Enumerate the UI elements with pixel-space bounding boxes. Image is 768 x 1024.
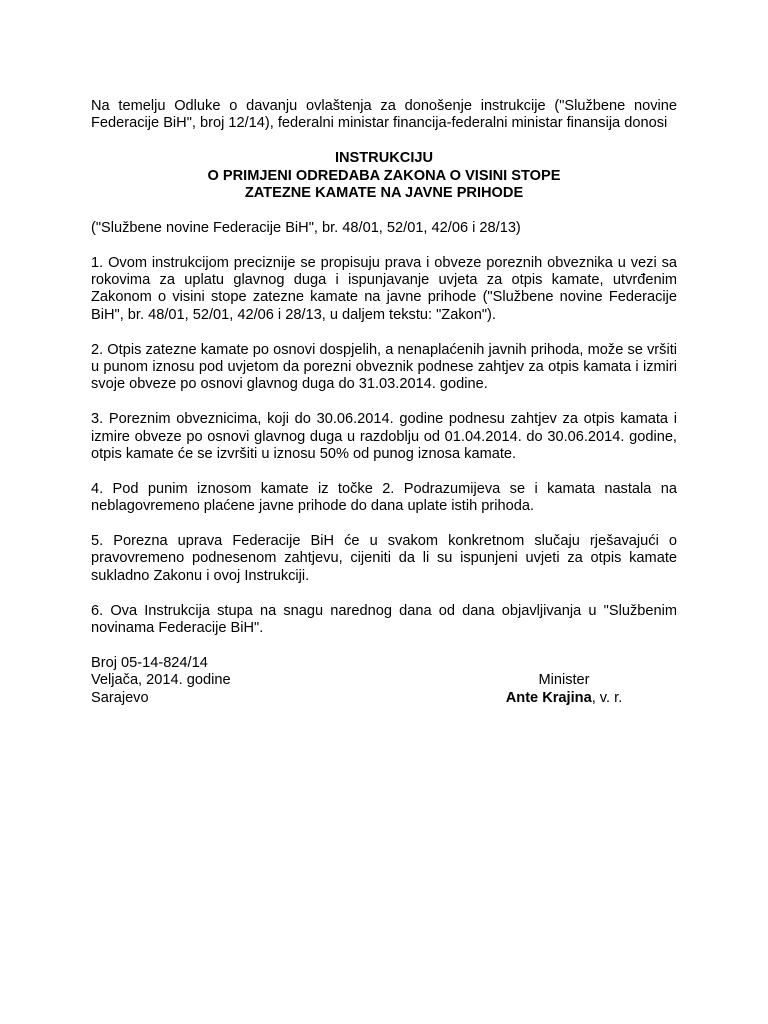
minister-suffix: , v. r. [591, 689, 623, 706]
title-line-3: ZATEZNE KAMATE NA JAVNE PRIHODE [244, 185, 524, 202]
title-line-2: O PRIMJENI ODREDABA ZAKONA O VISINI STOPE [207, 167, 561, 184]
paragraph-4: 4. Pod punim iznosom kamate iz točke 2. Podrazumijeva se i kamata nastala na neblagovremeno plaćene javne prihode do dana uplate istih prihoda. [91, 480, 677, 515]
document-page [91, 98, 677, 725]
document-date: Veljača, 2014. godine [91, 672, 231, 689]
paragraph-5: 5. Porezna uprava Federacije BiH će u svakom konkretnom slučaju rješavajući o pravovremeno podnesenom zahtjevu, cijeniti da li su ispunjeni uvjeti za otpis kamate sukladno Zakonu i ovoj Instrukciji. [91, 533, 677, 584]
signature-block [91, 655, 677, 725]
minister-name: Ante Krajina [505, 689, 592, 706]
paragraph-1: 1. Ovom instrukcijom preciznije se propisuju prava i obveze poreznih obveznika u vezi sa rokovima za uplatu glavnog duga i ispunjavanje uvjeta za otpis kamate, utvrđenim Zakonom o visini stope zatezne kamate na javne prihode ("Službene novine Federacije BiH", br. 48/01, 52/01, 42/06 i 28/13, u daljem tekstu: "Zakon"). [91, 254, 677, 323]
document-place: Sarajevo [91, 689, 149, 706]
document-details [91, 655, 231, 707]
minister-line [499, 690, 629, 707]
paragraph-2: 2. Otpis zatezne kamate po osnovi dospjelih, a nenaplaćenih javnih prihoda, može se vršiti u punom iznosu pod uvjetom da porezni obveznik podnese zahtjev za otpis kamata i izmiri svoje obveze po osnovi glavnog duga do 31.03.2014. godine. [91, 341, 677, 393]
paragraph-3: 3. Poreznim obveznicima, koji do 30.06.2014. godine podnesu zahtjev za otpis kamata i izmire obveze po osnovi glavnog duga u razdoblju od 01.04.2014. do 30.06.2014. godine, otpis kamate će se izvršiti u iznosu 50% od punog iznosa kamate. [91, 411, 677, 463]
intro-paragraph: Na temelju Odluke o davanju ovlaštenja za donošenje instrukcije ("Službene novine Federacije BiH", broj 12/14), federalni ministar financija-federalni ministar finansija donosi [91, 98, 677, 132]
document-number: Broj 05-14-824/14 [91, 654, 208, 671]
document-title [91, 150, 677, 202]
source-reference: ("Službene novine Federacije BiH", br. 48/01, 52/01, 42/06 i 28/13) [91, 219, 521, 236]
title-line-1: INSTRUKCIJU [334, 150, 434, 167]
paragraph-6: 6. Ova Instrukcija stupa na snagu narednog dana od dana objavljivanja u "Službenim novinama Federacije BiH". [91, 602, 677, 637]
minister-signature [499, 672, 629, 707]
minister-role: Minister [538, 672, 590, 689]
